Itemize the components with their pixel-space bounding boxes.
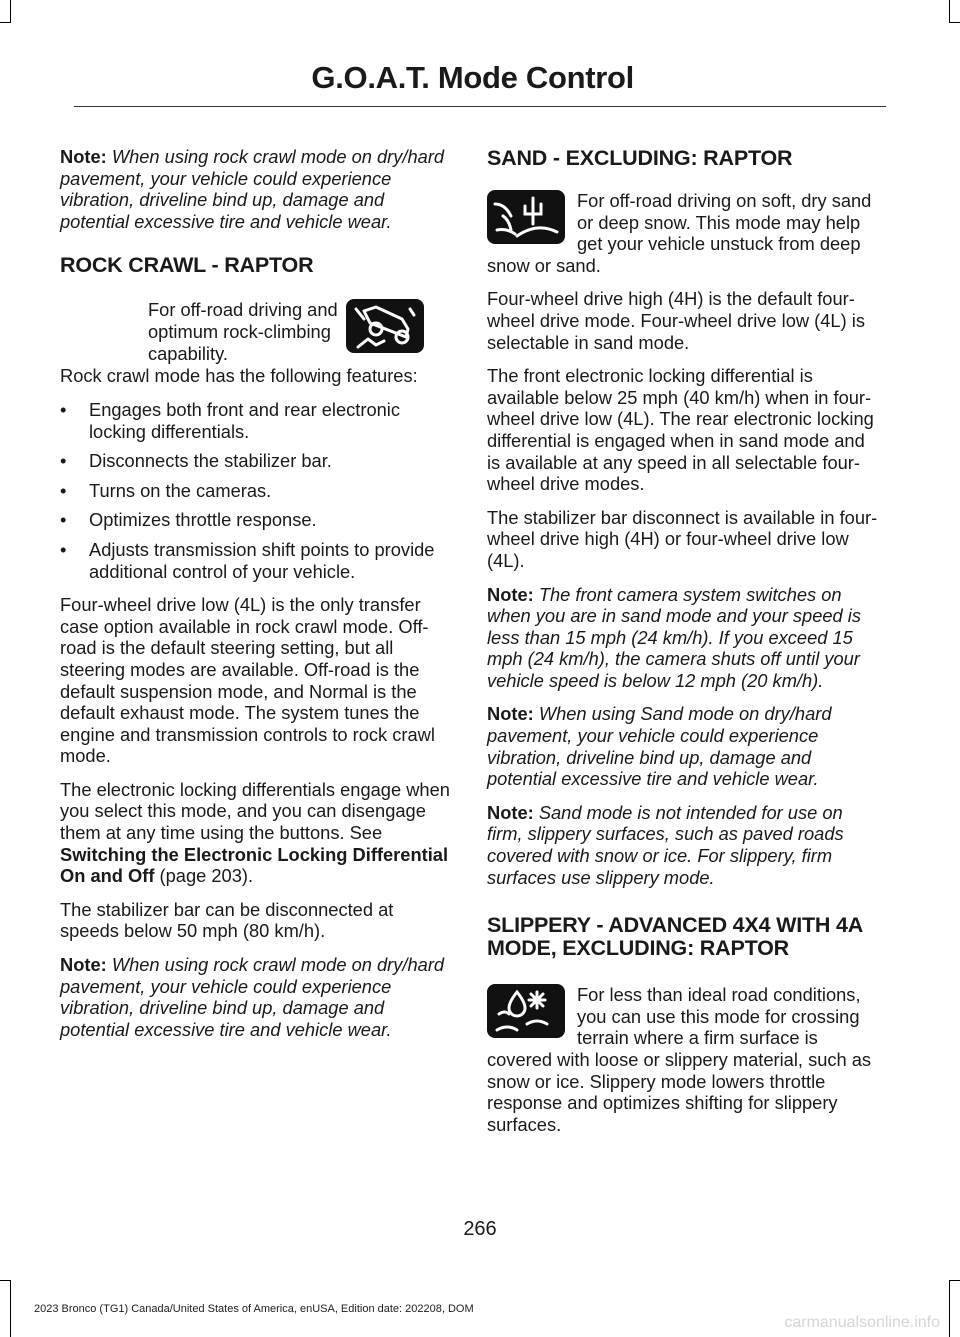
rock-crawl-description: For off-road driving and optimum rock-climbing capability. <box>148 299 338 364</box>
note-rock-crawl-pavement <box>60 146 452 232</box>
sand-mode-icon <box>487 190 565 244</box>
note-sand-slippery <box>487 802 879 888</box>
sand-paragraph-stabilizer: The stabilizer bar disconnect is available in four-wheel drive high (4H) or four-wheel drive low (4L). <box>487 506 878 571</box>
sand-paragraph-locking: The front electronic locking differential is available below 25 mph (40 km/h) when in four-wheel drive low (4L). The rear electronic locking differential is engaged when in sand mode and is available at any speed in all selectable four-wheel drive modes. <box>487 365 874 495</box>
slippery-intro <box>487 984 879 1135</box>
features-intro: Rock crawl mode has the following features: <box>60 365 418 387</box>
paragraph-locking-differentials <box>60 779 452 887</box>
rock-crawl-intro <box>60 299 452 365</box>
slippery-mode-icon <box>487 984 565 1038</box>
note-label: Note: <box>60 954 107 976</box>
note-label: Note: <box>487 583 534 605</box>
feature-list <box>60 399 452 582</box>
watermark: carmanualsonline.info <box>784 1314 940 1331</box>
note-label: Note: <box>60 146 107 167</box>
note-text: The front camera system switches on when you are in sand mode and your speed is less than 15 mph (24 km/h). If you exceed 15 mph (24 km/h), the camera shuts off until your vehicle speed is below 12 mph (20 km/h). <box>487 583 861 691</box>
list-item: • Adjusts transmission shift points to provide additional control of your vehicle. <box>60 539 452 582</box>
paragraph-4l: Four-wheel drive low (4L) is the only transfer case option available in rock crawl mode. Off-road is the default steering setting, but all steering modes are available. Off-road is the default suspension mode, and Normal is the default exhaust mode. The system tunes the engine and transmission controls to rock crawl mode. <box>60 594 435 767</box>
page-title: G.O.A.T. Mode Control <box>311 60 634 95</box>
left-column <box>60 146 452 1052</box>
note-label: Note: <box>487 703 534 725</box>
sand-intro <box>487 190 879 276</box>
note-front-camera <box>487 584 879 692</box>
note-text: Sand mode is not intended for use on firm, slippery surfaces, such as paved roads covered with snow or ice. For slippery, firm surfaces use slippery mode. <box>487 801 844 888</box>
note-text: When using rock crawl mode on dry/hard pavement, your vehicle could experience vibration, driveline bind up, damage and potential excessive tire and vehicle wear. <box>60 954 445 1040</box>
sand-paragraph-4h: Four-wheel drive high (4H) is the default four-wheel drive mode. Four-wheel drive low (4L) is selectable in sand mode. <box>487 288 865 353</box>
note-label: Note: <box>487 801 534 823</box>
crop-mark <box>949 1280 960 1281</box>
crop-mark <box>10 1280 11 1337</box>
note-rock-crawl-pavement-2 <box>60 954 452 1040</box>
list-item: • Disconnects the stabilizer bar. <box>60 450 452 472</box>
header-divider <box>74 106 886 107</box>
rock-crawl-icon <box>346 299 424 353</box>
paragraph-stabilizer: The stabilizer bar can be disconnected at speeds below 50 mph (80 km/h). <box>60 898 394 942</box>
list-item: • Turns on the cameras. <box>60 480 452 502</box>
edition-footer: 2023 Bronco (TG1) Canada/United States of America, enUSA, Edition date: 202208, DOM <box>34 1303 474 1315</box>
page-reference: (page 203). <box>154 865 254 887</box>
right-column <box>487 146 879 1147</box>
page-number: 266 <box>463 1218 497 1240</box>
sand-description: For off-road driving on soft, dry sand or deep snow. This mode may help get your vehicle unstuck from deep snow or sand. <box>487 190 872 276</box>
crop-mark <box>10 0 11 22</box>
crop-mark <box>0 22 11 23</box>
crop-mark <box>949 22 960 23</box>
note-text: When using Sand mode on dry/hard pavement, your vehicle could experience vibration, driveline bind up, damage and potential excessive tire and vehicle wear. <box>487 703 832 790</box>
list-item: • Optimizes throttle response. <box>60 509 452 531</box>
cross-reference-link[interactable]: Switching the Electronic Locking Differential On and Off <box>60 843 449 887</box>
note-sand-pavement <box>487 703 879 789</box>
list-item: • Engages both front and rear electronic locking differentials. <box>60 399 452 442</box>
crop-mark <box>0 1280 11 1281</box>
section-heading-slippery: SLIPPERY - ADVANCED 4X4 WITH 4A MODE, EXCLUDING: RAPTOR <box>487 913 863 961</box>
section-heading-sand: SAND - EXCLUDING: RAPTOR <box>487 146 793 170</box>
crop-mark <box>949 1280 950 1337</box>
note-text: When using rock crawl mode on dry/hard pavement, your vehicle could experience vibration, driveline bind up, damage and potential excessive tire and vehicle wear. <box>60 146 445 232</box>
crop-mark <box>949 0 950 22</box>
paragraph-text: The electronic locking differentials engage when you select this mode, and you can disengage them at any time using the buttons. See <box>60 778 450 844</box>
section-heading-rock-crawl: ROCK CRAWL - RAPTOR <box>60 253 314 278</box>
slippery-description: For less than ideal road conditions, you can use this mode for crossing terrain where a firm surface is covered with loose or slippery material, such as snow or ice. Slippery mode lowers throttle response and optimizes shifting for slippery surfaces. <box>487 984 872 1135</box>
